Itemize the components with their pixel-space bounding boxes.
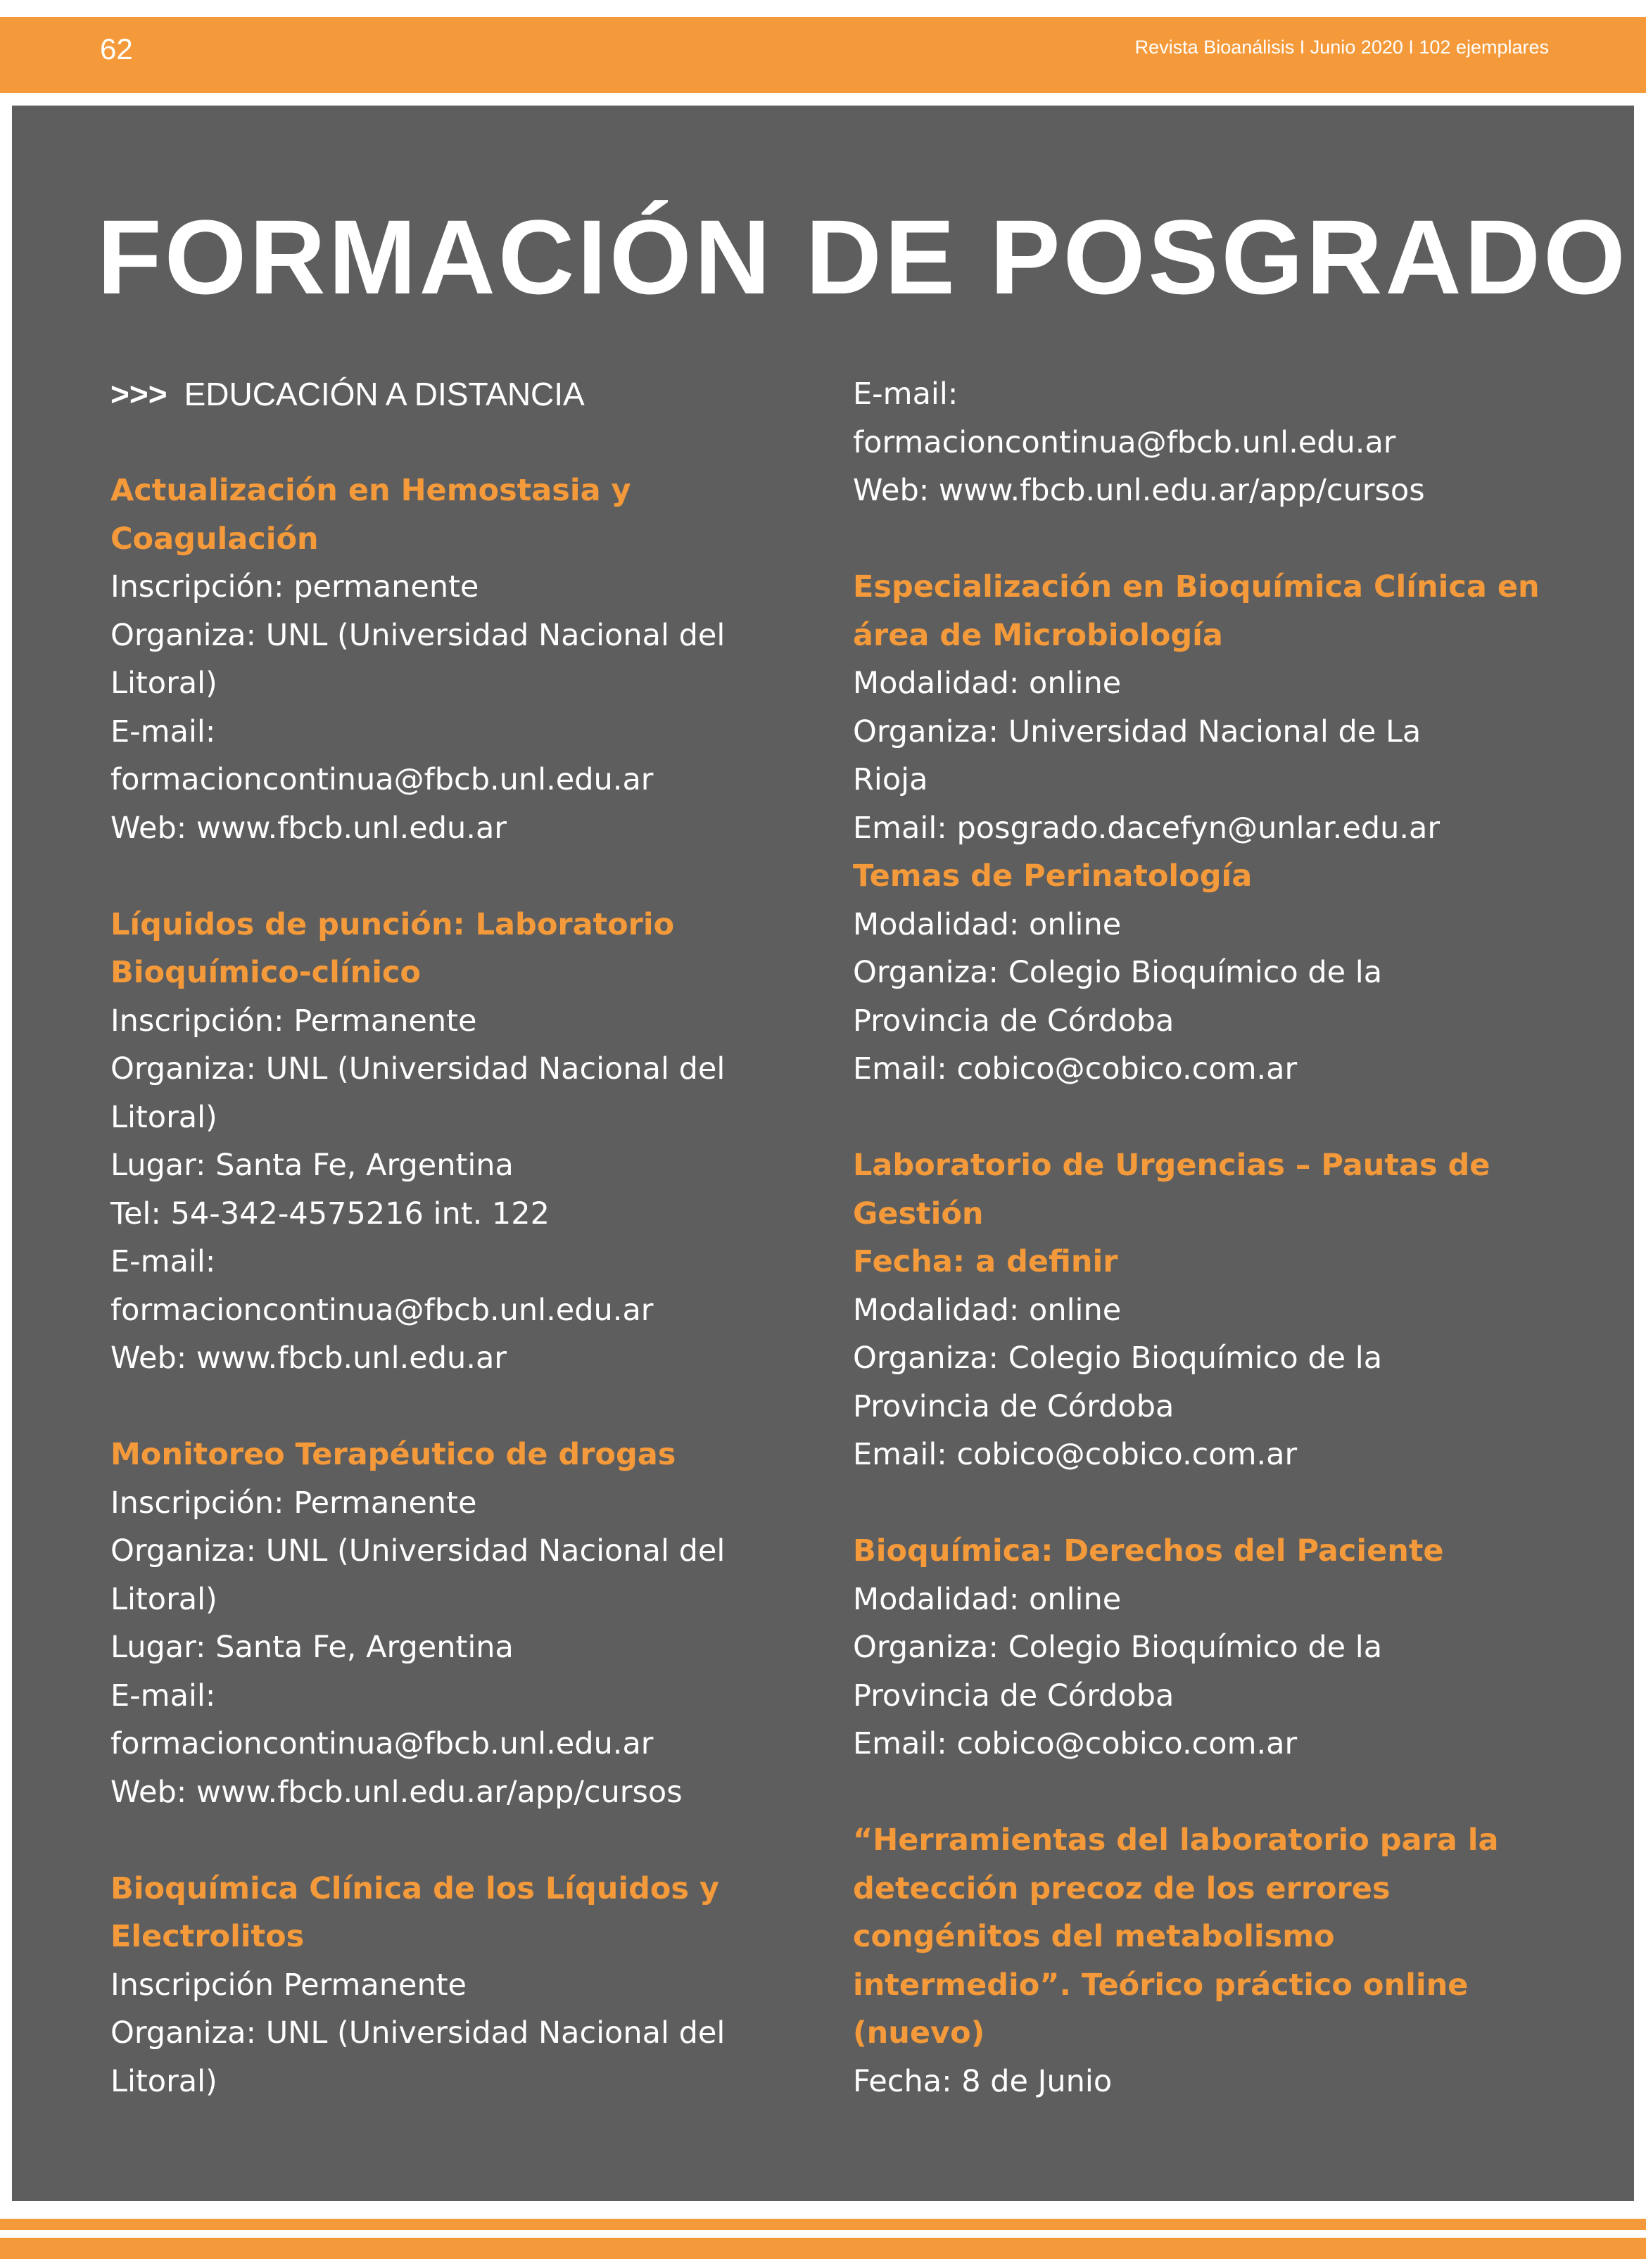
course-title-line: Coagulación	[110, 521, 319, 557]
course-detail-line: Organiza: Universidad Nacional de La	[853, 714, 1422, 749]
course-detail-line: Email: cobico@cobico.com.ar	[853, 1437, 1298, 1472]
course-detail-line: E-mail:	[853, 376, 958, 412]
spacer	[853, 1479, 1557, 1528]
footer-stripe	[0, 2238, 1646, 2259]
course-detail-line: formacioncontinua@fbcb.unl.edu.ar	[110, 762, 654, 797]
course-detail-line: Modalidad: online	[853, 1581, 1122, 1617]
course-detail-line: Web: www.fbcb.unl.edu.ar/app/cursos	[853, 473, 1425, 508]
course-title-line: Gestión	[853, 1196, 984, 1231]
spacer	[110, 1383, 814, 1431]
course-detail-line: formacioncontinua@fbcb.unl.edu.ar	[853, 424, 1396, 460]
course-detail-line: Inscripción: Permanente	[110, 1485, 477, 1521]
course-detail-line: E-mail:	[110, 1678, 216, 1713]
course-detail-line: Organiza: UNL (Universidad Nacional del	[110, 1533, 726, 1569]
course-detail-line: formacioncontinua@fbcb.unl.edu.ar	[110, 1292, 654, 1328]
course-title-line: Electrolitos	[110, 1919, 305, 1954]
course-detail-line: Modalidad: online	[853, 906, 1122, 942]
spacer	[853, 515, 1557, 564]
course-detail-line: Web: www.fbcb.unl.edu.ar/app/cursos	[110, 1774, 683, 1810]
section-heading	[110, 370, 814, 419]
course-detail-line: Inscripción: Permanente	[110, 1003, 477, 1039]
course-detail-line: Email: cobico@cobico.com.ar	[853, 1726, 1298, 1761]
course-detail-line: formacioncontinua@fbcb.unl.edu.ar	[110, 1726, 654, 1761]
spacer	[853, 1094, 1557, 1142]
course-title-line: Monitoreo Terapéutico de drogas	[110, 1437, 676, 1472]
course-detail-line: Web: www.fbcb.unl.edu.ar	[110, 1341, 507, 1376]
course-title-line: intermedio”. Teórico práctico online	[853, 1967, 1469, 2003]
course-detail-line: Modalidad: online	[853, 1292, 1122, 1328]
course-title-line: congénitos del metabolismo	[853, 1919, 1335, 1954]
course-detail-line: Rioja	[853, 762, 928, 797]
course-title-line: (nuevo)	[853, 2015, 985, 2051]
course-detail-line: Organiza: UNL (Universidad Nacional del	[110, 617, 726, 653]
course-title-line: detección precoz de los errores	[853, 1870, 1391, 1906]
course-detail-line: Provincia de Córdoba	[853, 1388, 1175, 1424]
course-detail-line: Web: www.fbcb.unl.edu.ar	[110, 810, 507, 846]
publication-info: Revista Bioanálisis I Junio 2020 I 102 ejemplares	[1134, 37, 1549, 58]
page-title: FORMACIÓN DE POSGRADO	[97, 198, 1628, 316]
course-title-line: Bioquímica Clínica de los Líquidos y	[110, 1870, 720, 1906]
left-column	[110, 370, 814, 2105]
course-detail-line: Organiza: UNL (Universidad Nacional del	[110, 1051, 726, 1087]
course-title-line: Especialización en Bioquímica Clínica en	[853, 569, 1540, 604]
course-detail-line: Modalidad: online	[853, 666, 1122, 701]
course-detail-line: E-mail:	[110, 714, 216, 749]
course-detail-line: Fecha: 8 de Junio	[853, 2063, 1113, 2099]
course-title-line: Fecha: a definir	[853, 1244, 1118, 1279]
right-column	[853, 370, 1557, 2105]
course-detail-line: Tel: 54-342-4575216 int. 122	[110, 1196, 550, 1231]
course-detail-line: Provincia de Córdoba	[853, 1003, 1175, 1039]
course-title-line: “Herramientas del laboratorio para la	[853, 1823, 1499, 1858]
chevrons-icon: >>>	[110, 376, 167, 412]
course-detail-line: Organiza: Colegio Bioquímico de la	[853, 1341, 1383, 1376]
course-detail-line: Litoral)	[110, 1581, 217, 1617]
course-title-line: Temas de Perinatología	[853, 859, 1253, 894]
course-detail-line: Lugar: Santa Fe, Argentina	[110, 1630, 514, 1665]
course-detail-line: Email: cobico@cobico.com.ar	[853, 1051, 1298, 1087]
course-detail-line: Lugar: Santa Fe, Argentina	[110, 1148, 514, 1183]
spacer	[110, 1816, 814, 1865]
course-detail-line: Organiza: Colegio Bioquímico de la	[853, 955, 1383, 990]
course-detail-line: Inscripción: permanente	[110, 569, 479, 604]
course-detail-line: Email: posgrado.dacefyn@unlar.edu.ar	[853, 810, 1441, 846]
footer-stripe	[0, 2219, 1646, 2230]
course-title-line: Bioquímica: Derechos del Paciente	[853, 1533, 1444, 1569]
course-title-line: Laboratorio de Urgencias – Pautas de	[853, 1148, 1490, 1183]
course-title-line: Actualización en Hemostasia y	[110, 473, 631, 508]
course-detail-line: Organiza: UNL (Universidad Nacional del	[110, 2015, 726, 2051]
spacer	[110, 852, 814, 901]
course-title-line: Bioquímico-clínico	[110, 955, 421, 990]
right-entries	[853, 370, 1557, 2105]
course-detail-line: Inscripción Permanente	[110, 1967, 467, 2003]
course-title-line: Líquidos de punción: Laboratorio	[110, 906, 675, 942]
course-detail-line: Litoral)	[110, 1099, 217, 1135]
page-number: 62	[100, 32, 133, 65]
course-title-line: área de Microbiología	[853, 617, 1223, 653]
left-entries	[110, 467, 814, 2105]
course-detail-line: Provincia de Córdoba	[853, 1678, 1175, 1713]
course-detail-line: Litoral)	[110, 2063, 217, 2099]
course-detail-line: E-mail:	[110, 1244, 216, 1279]
section-label: EDUCACIÓN A DISTANCIA	[184, 376, 585, 412]
course-detail-line: Organiza: Colegio Bioquímico de la	[853, 1630, 1383, 1665]
spacer	[110, 419, 814, 467]
spacer	[853, 1768, 1557, 1817]
course-detail-line: Litoral)	[110, 666, 217, 701]
